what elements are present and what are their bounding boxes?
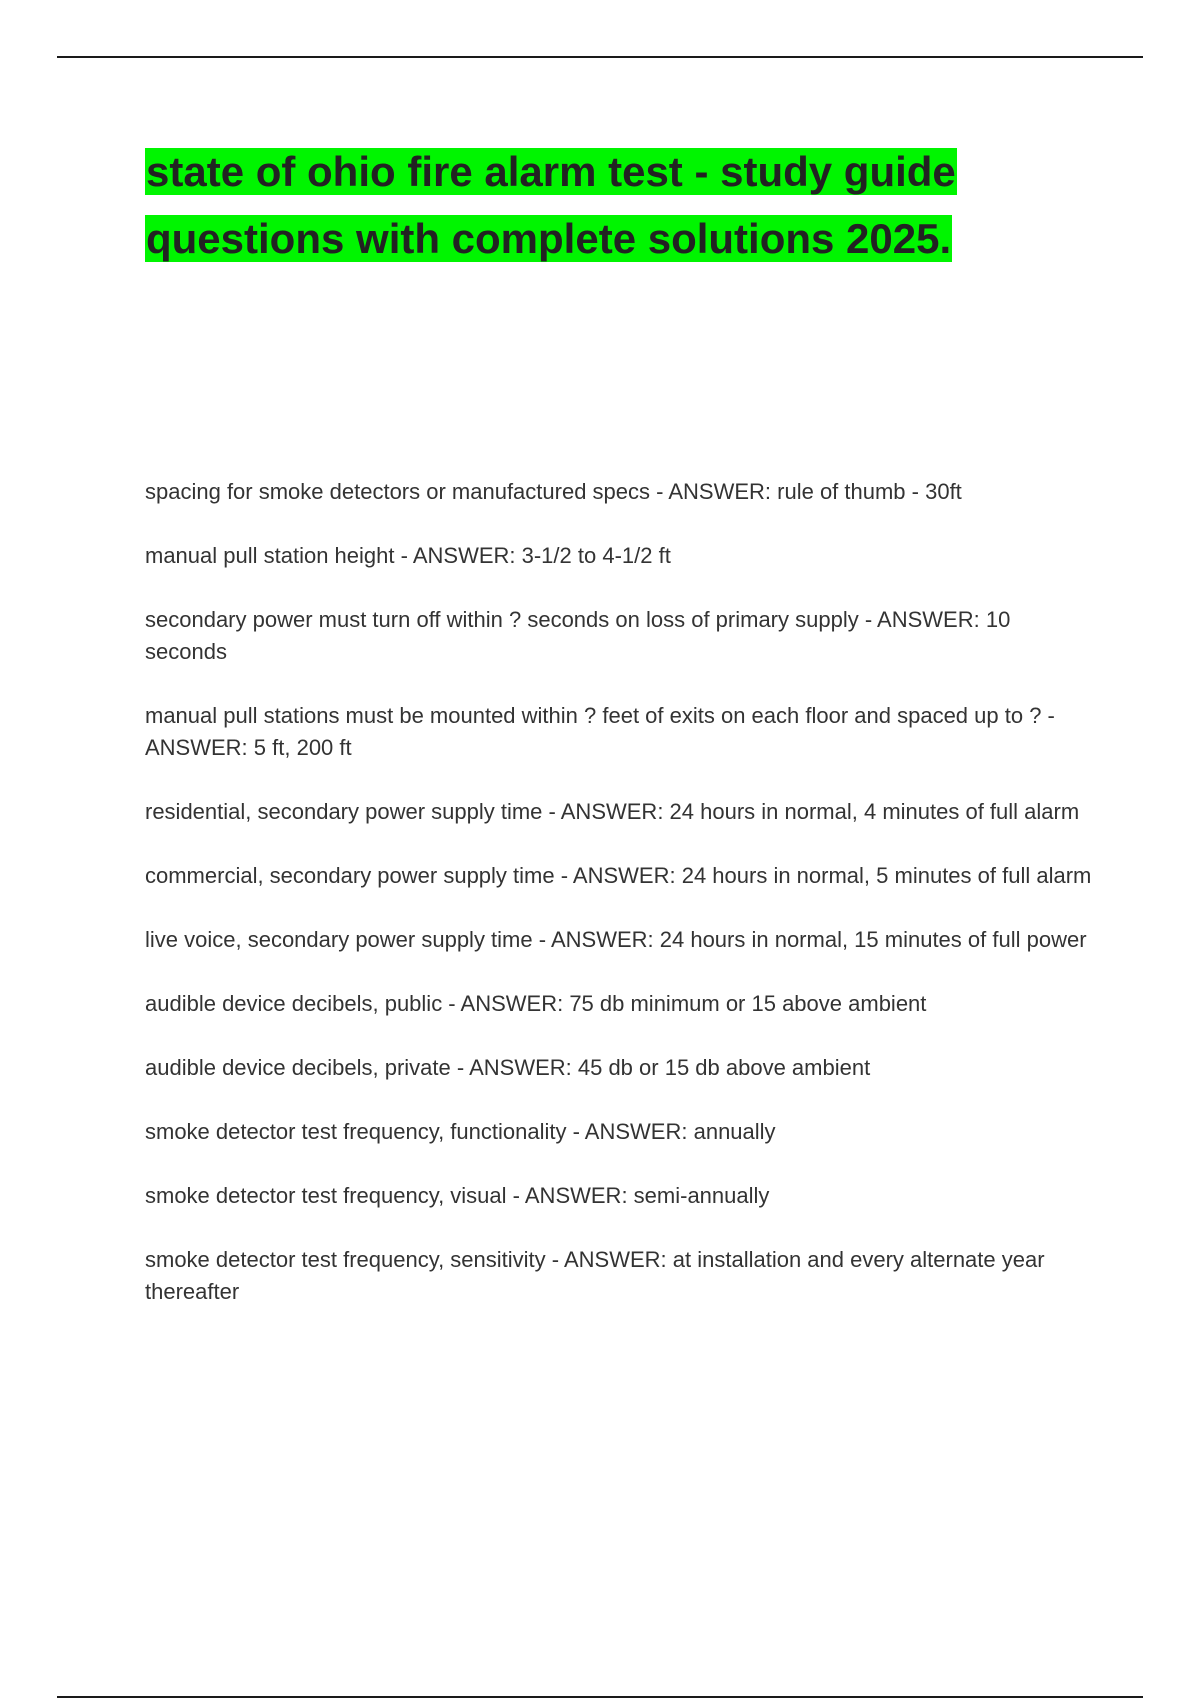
qa-item: spacing for smoke detectors or manufactured specs - ANSWER: rule of thumb - 30ft	[145, 479, 962, 504]
qa-list	[145, 476, 1095, 1340]
qa-item: smoke detector test frequency, sensitivity - ANSWER: at installation and every alternate year thereafter	[145, 1247, 1045, 1304]
document-title-text: state of ohio fire alarm test - study guide questions with complete solutions 2025.	[146, 148, 956, 262]
qa-item: manual pull station height - ANSWER: 3-1/2 to 4-1/2 ft	[145, 543, 671, 568]
qa-item: secondary power must turn off within ? seconds on loss of primary supply - ANSWER: 10 seconds	[145, 607, 1011, 664]
page-footer-rule	[57, 1696, 1143, 1698]
qa-item: smoke detector test frequency, functionality - ANSWER: annually	[145, 1119, 776, 1144]
page-header-rule	[57, 56, 1143, 58]
document-title	[145, 138, 1075, 272]
qa-item: manual pull stations must be mounted within ? feet of exits on each floor and spaced up to ? - ANSWER: 5 ft, 200 ft	[145, 703, 1055, 760]
qa-item: commercial, secondary power supply time - ANSWER: 24 hours in normal, 5 minutes of full alarm	[145, 863, 1092, 888]
qa-item: live voice, secondary power supply time - ANSWER: 24 hours in normal, 15 minutes of full power	[145, 927, 1087, 952]
qa-item: audible device decibels, public - ANSWER: 75 db minimum or 15 above ambient	[145, 991, 927, 1016]
qa-item: audible device decibels, private - ANSWER: 45 db or 15 db above ambient	[145, 1055, 871, 1080]
qa-item: smoke detector test frequency, visual - ANSWER: semi-annually	[145, 1183, 770, 1208]
qa-item: residential, secondary power supply time - ANSWER: 24 hours in normal, 4 minutes of full alarm	[145, 799, 1080, 824]
